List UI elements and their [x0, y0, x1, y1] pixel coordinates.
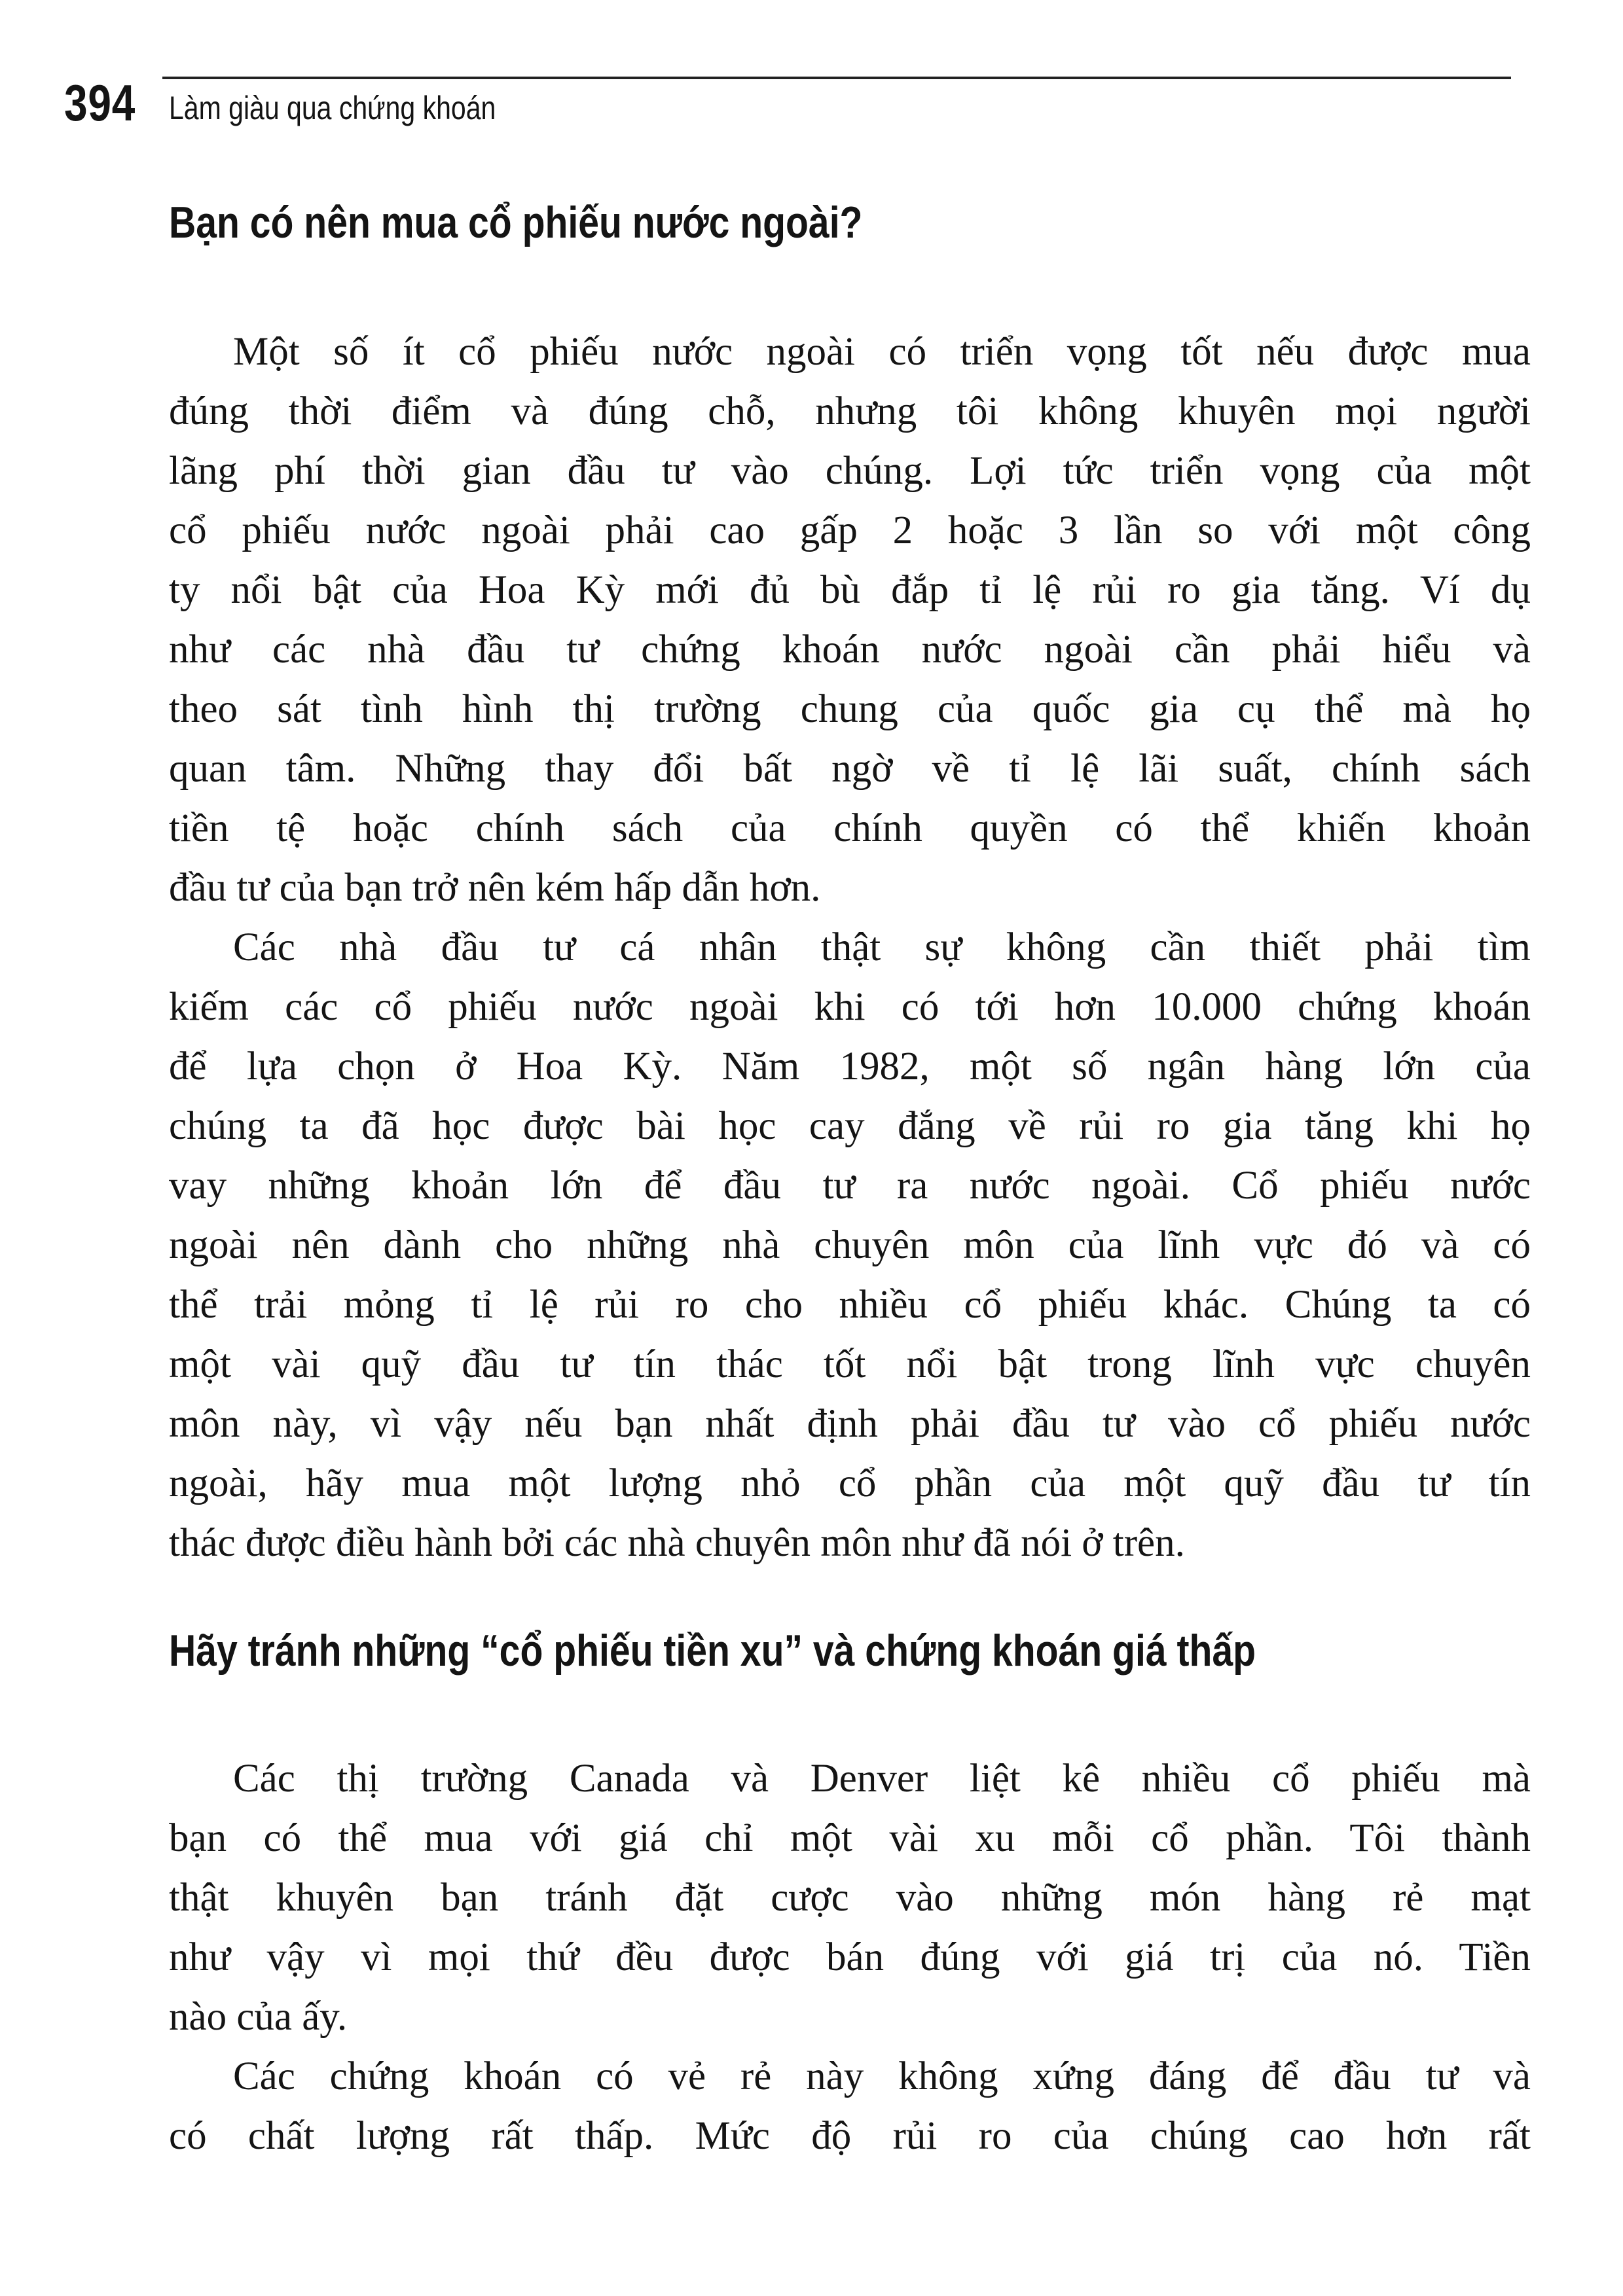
section-heading-penny-stocks: Hãy tránh những “cổ phiếu tiền xu” và chứng khoán giá thấp	[169, 1626, 1256, 1676]
text-line: Các thị trường Canada và Denver liệt kê nhiều cổ phiếu mà	[233, 1757, 1531, 1801]
text-line: như các nhà đầu tư chứng khoán nước ngoài cần phải hiểu và	[169, 628, 1531, 672]
section2-paragraph-1	[169, 1749, 1531, 2047]
text-line: thể trải mỏng tỉ lệ rủi ro cho nhiều cổ phiếu khác. Chúng ta có	[169, 1283, 1531, 1327]
text-line: chúng ta đã học được bài học cay đắng về rủi ro gia tăng khi họ	[169, 1104, 1531, 1148]
text-line: thật khuyên bạn tránh đặt cược vào những món hàng rẻ mạt	[169, 1876, 1531, 1920]
text-line: như vậy vì mọi thứ đều được bán đúng với giá trị của nó. Tiền	[169, 1935, 1531, 1979]
text-line: kiếm các cổ phiếu nước ngoài khi có tới hơn 10.000 chứng khoán	[169, 985, 1531, 1029]
section1-paragraph-2	[169, 918, 1531, 1573]
text-line: nào của ấy.	[169, 1995, 348, 2039]
text-line: ngoài, hãy mua một lượng nhỏ cổ phần của một quỹ đầu tư tín	[169, 1462, 1531, 1505]
page-number: 394	[64, 74, 136, 132]
text-line: tiền tệ hoặc chính sách của chính quyền có thể khiến khoản	[169, 806, 1531, 850]
text-line: Một số ít cổ phiếu nước ngoài có triển vọng tốt nếu được mua	[233, 330, 1531, 374]
section-heading-foreign-stocks: Bạn có nên mua cổ phiếu nước ngoài?	[169, 198, 863, 247]
text-line: môn này, vì vậy nếu bạn nhất định phải đầu tư vào cổ phiếu nước	[169, 1402, 1531, 1446]
text-line: ty nổi bật của Hoa Kỳ mới đủ bù đắp tỉ lệ rủi ro gia tăng. Ví dụ	[169, 568, 1531, 612]
text-line: một vài quỹ đầu tư tín thác tốt nổi bật trong lĩnh vực chuyên	[169, 1342, 1531, 1386]
text-line: thác được điều hành bởi các nhà chuyên môn như đã nói ở trên.	[169, 1521, 1185, 1565]
header-rule	[162, 77, 1511, 79]
running-head	[64, 62, 1577, 132]
text-line: lãng phí thời gian đầu tư vào chúng. Lợi tức triển vọng của một	[169, 449, 1531, 493]
text-line: theo sát tình hình thị trường chung của quốc gia cụ thể mà họ	[169, 687, 1531, 731]
text-line: Các nhà đầu tư cá nhân thật sự không cần thiết phải tìm	[233, 925, 1531, 969]
text-line: đúng thời điểm và đúng chỗ, nhưng tôi không khuyên mọi người	[169, 389, 1531, 433]
text-line: bạn có thể mua với giá chỉ một vài xu mỗi cổ phần. Tôi thành	[169, 1816, 1531, 1860]
text-line: ngoài nên dành cho những nhà chuyên môn của lĩnh vực đó và có	[169, 1223, 1531, 1267]
text-line: Các chứng khoán có vẻ rẻ này không xứng đáng để đầu tư và	[233, 2054, 1531, 2098]
section1-paragraph-1	[169, 322, 1531, 918]
text-line: có chất lượng rất thấp. Mức độ rủi ro của chúng cao hơn rất	[169, 2114, 1531, 2158]
text-line: cổ phiếu nước ngoài phải cao gấp 2 hoặc 3 lần so với một công	[169, 509, 1531, 552]
text-line: quan tâm. Những thay đổi bất ngờ về tỉ lệ lãi suất, chính sách	[169, 747, 1531, 791]
section2-paragraph-2	[169, 2047, 1531, 2166]
running-title: Làm giàu qua chứng khoán	[169, 90, 496, 126]
text-line: để lựa chọn ở Hoa Kỳ. Năm 1982, một số ngân hàng lớn của	[169, 1045, 1531, 1088]
text-line: đầu tư của bạn trở nên kém hấp dẫn hơn.	[169, 866, 821, 910]
text-line: vay những khoản lớn để đầu tư ra nước ngoài. Cổ phiếu nước	[169, 1164, 1531, 1208]
